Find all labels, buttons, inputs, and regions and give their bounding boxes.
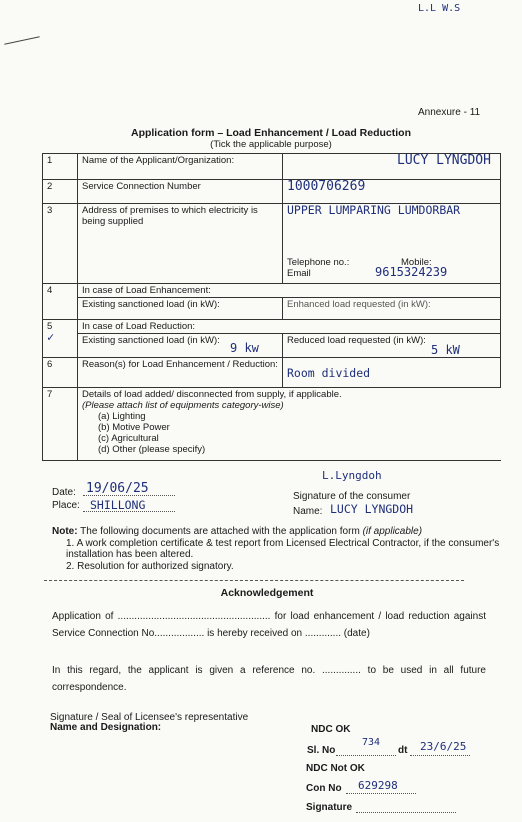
reason-value[interactable]: Room divided	[287, 366, 371, 380]
list-item: (b) Motive Power	[98, 422, 170, 433]
place-label: Place:	[52, 500, 80, 511]
existing-load-label: Existing sanctioned load (in kW):	[82, 335, 220, 346]
load-category-list	[82, 411, 497, 455]
email-label: Email	[287, 268, 311, 279]
row-number: 6	[43, 358, 78, 388]
serial-no-label: Sl. No	[307, 745, 336, 756]
row-number: 5	[47, 321, 53, 332]
date-label: Date:	[52, 487, 76, 498]
place-value[interactable]: SHILLONG	[90, 498, 146, 512]
acknowledgement-text: Application of ....................................................... for load enhancement / load reduction against Service Connection No.................. is hereby received on ............. (date)	[52, 611, 486, 639]
service-connection-label: Service Connection Number	[78, 180, 283, 204]
reduced-load-label: Reduced load requested (in kW):	[287, 335, 426, 346]
row-number: 4	[43, 284, 78, 320]
ndc-not-ok-label: NDC Not OK	[306, 763, 365, 774]
serial-no-line	[336, 755, 396, 756]
row-address	[43, 204, 501, 284]
name-designation-label: Name and Designation:	[50, 722, 162, 733]
note-lead: Note:	[52, 526, 78, 537]
list-item: (d) Other (please specify)	[98, 444, 206, 455]
date-line	[83, 495, 175, 496]
con-no-line	[346, 793, 416, 794]
row-load-details	[43, 388, 501, 461]
reason-label: Reason(s) for Load Enhancement / Reduction:	[78, 358, 283, 388]
reduction-label: In case of Load Reduction:	[78, 320, 501, 334]
row-number: 1	[43, 154, 78, 180]
row-reduction-load	[43, 334, 501, 358]
mobile-value[interactable]: 9615324239	[375, 265, 448, 279]
mobile-label: Mobile:	[401, 257, 432, 268]
documents-note	[52, 526, 502, 572]
telephone-label: Telephone no.:	[287, 257, 350, 268]
reference-text: In this regard, the applicant is given a reference no. .............. to be used in all future correspondence.	[52, 665, 486, 693]
list-item: (c) Agricultural	[98, 433, 159, 444]
stamp-signature-line	[356, 812, 456, 813]
load-details-label: Details of load added/ disconnected from supply, if applicable.	[82, 389, 342, 400]
row-reduction-head	[43, 320, 501, 334]
existing-load-value[interactable]: 9 kw	[230, 341, 259, 355]
consumer-name-value[interactable]: LUCY LYNGDOH	[330, 502, 414, 516]
load-details-note: (Please attach list of equipments category-wise)	[82, 400, 284, 411]
note-item: 1. A work completion certificate & test report from Licensed Electrical Contractor, if the consumer's installation has been altered.	[66, 537, 500, 560]
check-icon: ✓	[47, 330, 55, 344]
pen-mark	[4, 36, 39, 44]
row-applicant-name	[43, 154, 501, 180]
applicant-name-value[interactable]: LUCY LYNGDOH	[397, 153, 491, 168]
row-number-with-tick	[43, 320, 78, 358]
note-text: The following documents are attached with the application form	[80, 526, 360, 537]
row-number: 7	[43, 388, 78, 461]
stamp-signature-label: Signature	[306, 802, 353, 813]
note-paren: (if applicable)	[362, 526, 423, 537]
licensee-signature-label: Signature / Seal of Licensee's representative	[50, 712, 249, 723]
serial-no-value[interactable]: 734	[362, 737, 381, 748]
ndc-ok-label: NDC OK	[311, 724, 351, 735]
consumer-signature: L.Lyngdoh	[322, 469, 382, 482]
corner-handwritten-note: L.L W.S	[418, 3, 461, 14]
row-number: 3	[43, 204, 78, 284]
applicant-name-label: Name of the Applicant/Organization:	[78, 154, 283, 180]
reduced-load-value[interactable]: 5 kW	[431, 343, 460, 357]
enhancement-label: In case of Load Enhancement:	[78, 284, 501, 298]
row-enhancement-head	[43, 284, 501, 298]
address-label: Address of premises to which electricity is being supplied	[78, 204, 283, 284]
con-no-value[interactable]: 629298	[358, 779, 398, 792]
annexure-label: Annexure - 11	[418, 107, 481, 118]
acknowledgement-heading: Acknowledgement	[220, 587, 314, 599]
note-item: 2. Resolution for authorized signatory.	[66, 560, 234, 572]
existing-load-label: Existing sanctioned load (in kW):	[78, 298, 283, 320]
stamp-date-line	[410, 755, 470, 756]
stamp-date-value[interactable]: 23/6/25	[420, 740, 467, 753]
date-value[interactable]: 19/06/25	[86, 481, 149, 496]
place-line	[83, 511, 175, 512]
form-title: Application form – Load Enhancement / Load Reduction	[130, 127, 412, 139]
service-connection-value[interactable]: 1000706269	[287, 179, 366, 194]
section-divider	[44, 580, 464, 581]
stamp-date-label: dt	[398, 745, 408, 756]
name-label: Name:	[293, 506, 323, 517]
row-service-connection	[43, 180, 501, 204]
form-subtitle: (Tick the applicable purpose)	[210, 139, 332, 150]
application-table	[42, 153, 501, 461]
list-item: (a) Lighting	[98, 411, 146, 422]
row-enhancement-load	[43, 298, 501, 320]
row-number: 2	[43, 180, 78, 204]
address-value[interactable]: UPPER LUMPARING LUMDORBAR	[287, 203, 461, 217]
enhanced-load-label: Enhanced load requested (in kW):	[283, 298, 501, 320]
signature-label: Signature of the consumer	[293, 491, 411, 502]
con-no-label: Con No	[306, 783, 342, 794]
row-reason	[43, 358, 501, 388]
